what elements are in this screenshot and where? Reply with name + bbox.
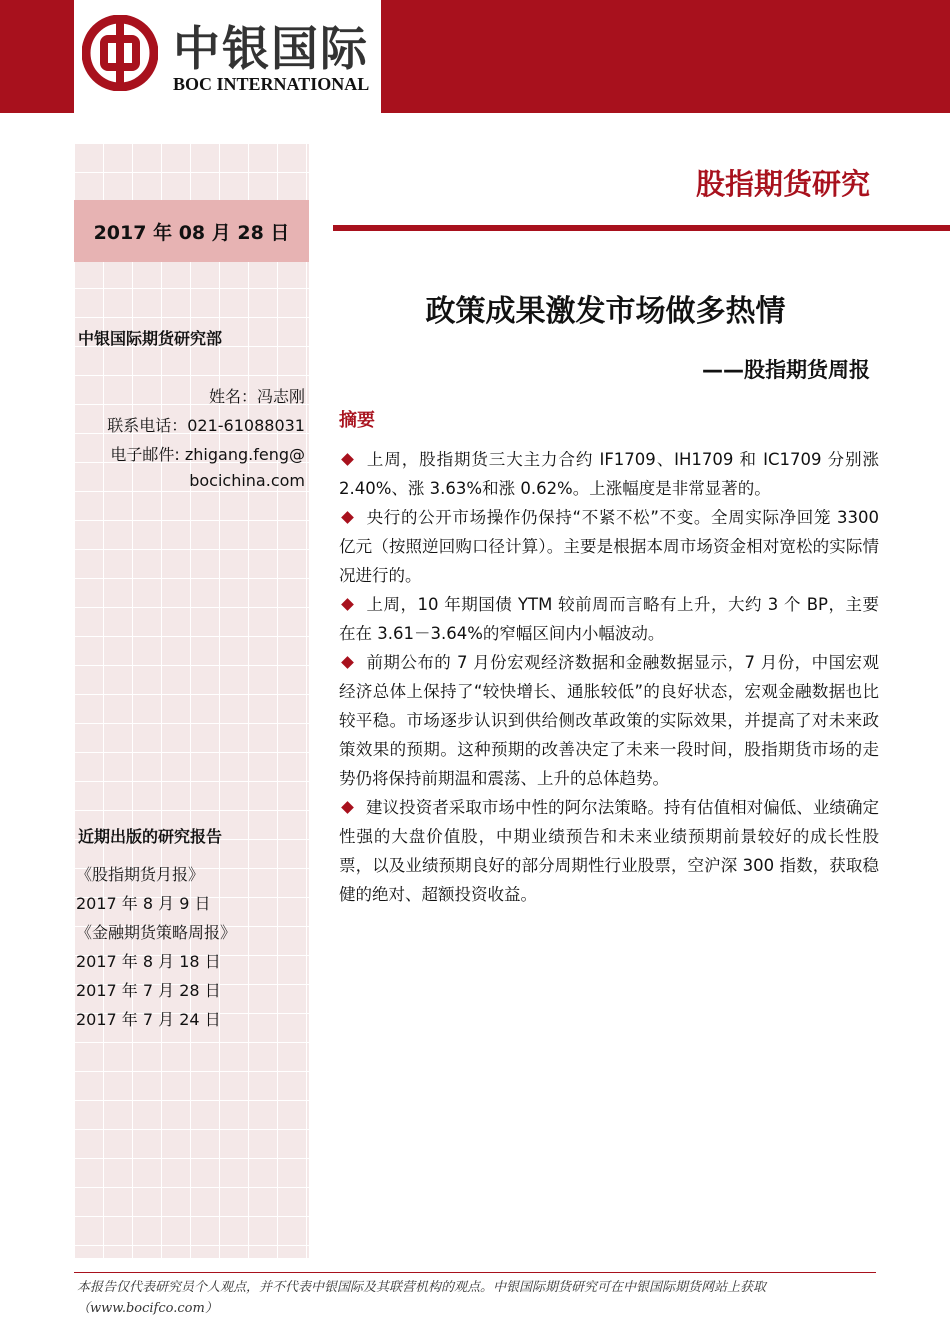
brand-name-en: BOC INTERNATIONAL <box>173 74 370 94</box>
bullet-text: 上周，股指期货三大主力合约 IF1709、IH1709 和 IC1709 分别涨 2.40%、涨 3.63%和涨 0.62%。上涨幅度是非常显著的。 <box>339 450 879 498</box>
abstract-bullet <box>339 793 879 909</box>
boc-logo-icon <box>82 15 158 91</box>
brand-logo <box>74 0 381 113</box>
diamond-bullet-icon <box>341 598 354 611</box>
footer-website: （www.bocifco.com） <box>77 1301 218 1316</box>
abstract-bullet-list <box>339 445 879 909</box>
bullet-text: 上周，10 年期国债 YTM 较前周而言略有上升，大约 3 个 BP，主要在在 3.61－3.64%的窄幅区间内小幅波动。 <box>339 595 879 643</box>
recent-report-item: 2017 年 7 月 24 日 <box>76 1010 221 1029</box>
bullet-text: 央行的公开市场操作仍保持“不紧不松”不变。全周实际净回笼 3300 亿元（按照逆回购口径计算）。主要是根据本周市场资金相对宽松的实际情况进行的。 <box>339 508 879 585</box>
author-phone: 联系电话：021-61088031 <box>107 416 305 435</box>
department-name: 中银国际期货研究部 <box>78 329 223 348</box>
report-subtitle: ——股指期货周报 <box>702 358 870 382</box>
abstract-bullet <box>339 590 879 648</box>
footer-disclaimer: 本报告仅代表研究员个人观点，并不代表中银国际及其联营机构的观点。中银国际期货研究可在中银国际期货网站上获取 <box>77 1280 767 1295</box>
diamond-bullet-icon <box>341 511 354 524</box>
report-title: 政策成果激发市场做多热情 <box>425 294 786 329</box>
abstract-bullet <box>339 648 879 793</box>
abstract-bullet <box>339 503 879 590</box>
section-title: 股指期货研究 <box>695 167 870 201</box>
diamond-bullet-icon <box>341 801 354 814</box>
sidebar-panel <box>74 143 309 1258</box>
footer-divider <box>74 1272 876 1273</box>
title-divider <box>333 225 950 231</box>
abstract-bullet <box>339 445 879 503</box>
recent-report-item: 2017 年 7 月 28 日 <box>76 981 221 1000</box>
bullet-text: 建议投资者采取市场中性的阿尔法策略。持有估值相对偏低、业绩确定性强的大盘价值股，中期业绩预告和未来业绩预期前景较好的成长性股票，以及业绩预期良好的部分周期性行业股票，空沪深 300 指数，获取稳健的绝对、超额投资收益。 <box>339 798 879 904</box>
abstract-heading: 摘要 <box>339 410 375 431</box>
recent-reports-title: 近期出版的研究报告 <box>78 827 223 846</box>
recent-report-item: 2017 年 8 月 9 日 <box>76 894 211 913</box>
recent-report-item: 2017 年 8 月 18 日 <box>76 952 221 971</box>
author-name: 姓名：冯志刚 <box>208 387 305 406</box>
diamond-bullet-icon <box>341 453 354 466</box>
diamond-bullet-icon <box>341 656 354 669</box>
recent-report-item: 《股指期货月报》 <box>76 865 205 884</box>
author-email-line2: bocichina.com <box>189 471 305 490</box>
author-email-line1: 电子邮件: zhigang.feng@ <box>110 445 305 464</box>
bullet-text: 前期公布的 7 月份宏观经济数据和金融数据显示，7 月份，中国宏观经济总体上保持了“较快增长、通胀较低”的良好状态，宏观金融数据也比较平稳。市场逐步认识到供给侧改革政策的实际效果，并提高了对未来政策效果的预期。这种预期的改善决定了未来一段时间，股指期货市场的走势仍将保持前期温和震荡、上升的总体趋势。 <box>339 653 879 788</box>
report-date: 2017 年 08 月 28 日 <box>93 222 290 244</box>
date-band <box>74 200 309 262</box>
brand-name-cn: 中银国际 <box>173 22 369 77</box>
recent-report-item: 《金融期货策略周报》 <box>76 923 237 942</box>
